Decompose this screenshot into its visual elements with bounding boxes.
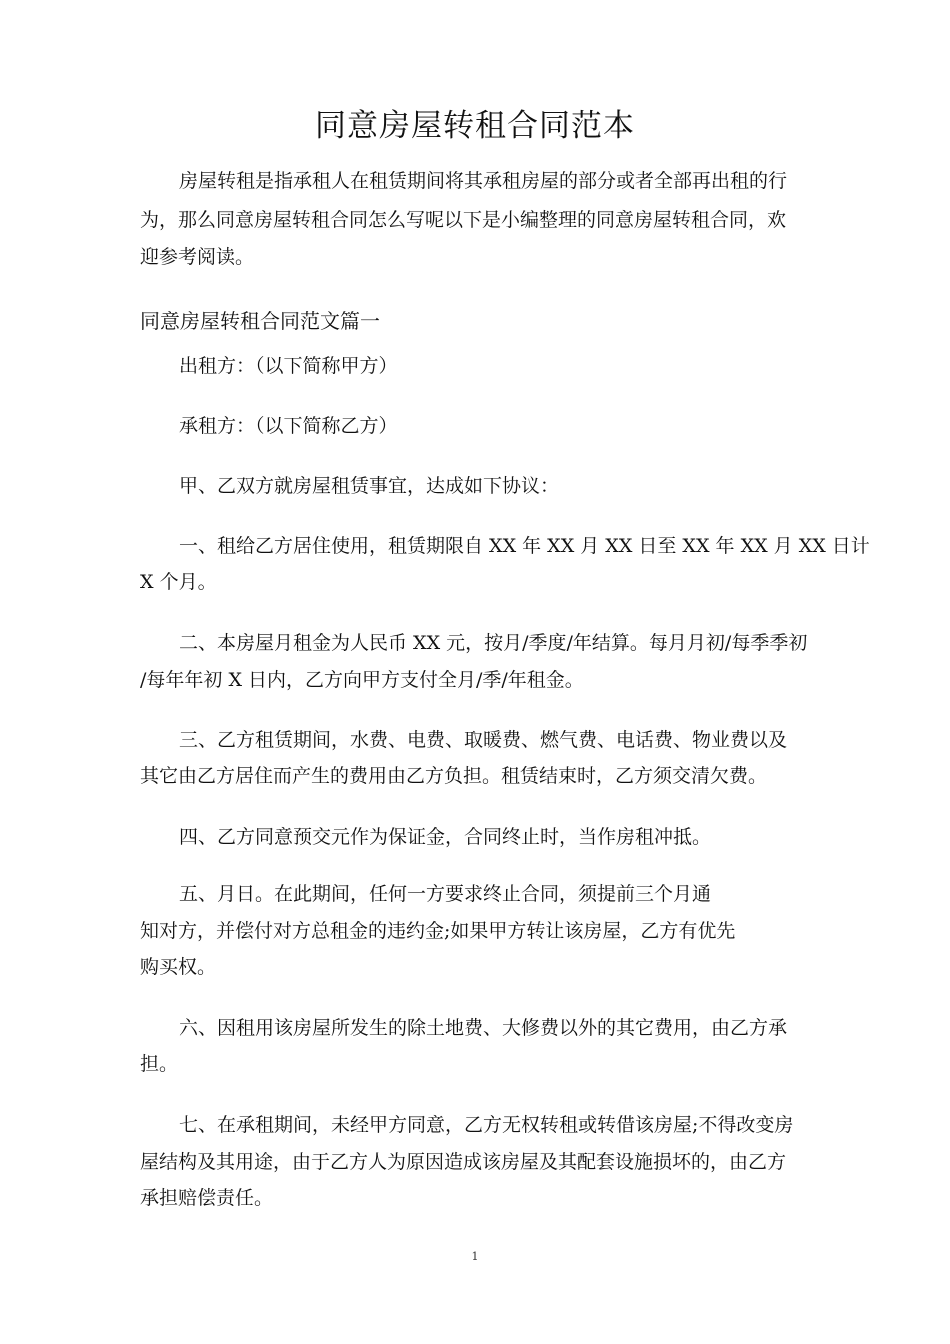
- clause-3-line-2: 其它由乙方居住而产生的费用由乙方负担。租赁结束时，乙方须交清欠费。: [140, 765, 768, 787]
- lessee-line: 承租方：（以下简称乙方）: [179, 415, 398, 437]
- document-title: 同意房屋转租合同范本: [315, 108, 635, 144]
- clause-6-line-1: 六、因租用该房屋所发生的除土地费、大修费以外的其它费用，由乙方承: [179, 1017, 788, 1039]
- clause-7-line-1: 七、在承租期间，未经甲方同意，乙方无权转租或转借该房屋;不得改变房: [179, 1114, 794, 1136]
- clause-5-line-3: 购买权。: [140, 956, 217, 978]
- clause-4-line-1: 四、乙方同意预交元作为保证金，合同终止时，当作房租冲抵。: [179, 826, 712, 848]
- agreement-line: 甲、乙双方就房屋租赁事宜，达成如下协议：: [179, 475, 560, 497]
- clause-1-line-1: 一、租给乙方居住使用，租赁期限自 XX 年 XX 月 XX 日至 XX 年 XX 月 XX 日计: [179, 535, 870, 557]
- clause-5-line-2: 知对方，并偿付对方总租金的违约金;如果甲方转让该房屋，乙方有优先: [140, 920, 736, 942]
- clause-7-line-3: 承担赔偿责任。: [140, 1187, 274, 1209]
- clause-2-line-2: /每年年初 X 日内，乙方向甲方支付全月/季/年租金。: [140, 669, 584, 691]
- section-heading: 同意房屋转租合同范文篇一: [140, 309, 380, 333]
- page-number: 1: [471, 1250, 479, 1263]
- lessor-line: 出租方：（以下简称甲方）: [179, 355, 398, 377]
- clause-1-line-2: X 个月。: [140, 571, 217, 593]
- clause-7-line-2: 屋结构及其用途，由于乙方人为原因造成该房屋及其配套设施损坏的，由乙方: [140, 1151, 787, 1173]
- clause-5-line-1: 五、月日。在此期间，任何一方要求终止合同，须提前三个月通: [179, 883, 712, 905]
- intro-line-3: 迎参考阅读。: [140, 246, 255, 268]
- clause-2-line-1: 二、本房屋月租金为人民币 XX 元，按月/季度/年结算。每月月初/每季季初: [179, 632, 808, 654]
- clause-6-line-2: 担。: [140, 1053, 179, 1075]
- intro-line-2: 为，那么同意房屋转租合同怎么写呢以下是小编整理的同意房屋转租合同，欢: [140, 209, 787, 231]
- intro-line-1: 房屋转租是指承租人在租赁期间将其承租房屋的部分或者全部再出租的行: [179, 170, 788, 192]
- clause-3-line-1: 三、乙方租赁期间，水费、电费、取暖费、燃气费、电话费、物业费以及: [179, 729, 788, 751]
